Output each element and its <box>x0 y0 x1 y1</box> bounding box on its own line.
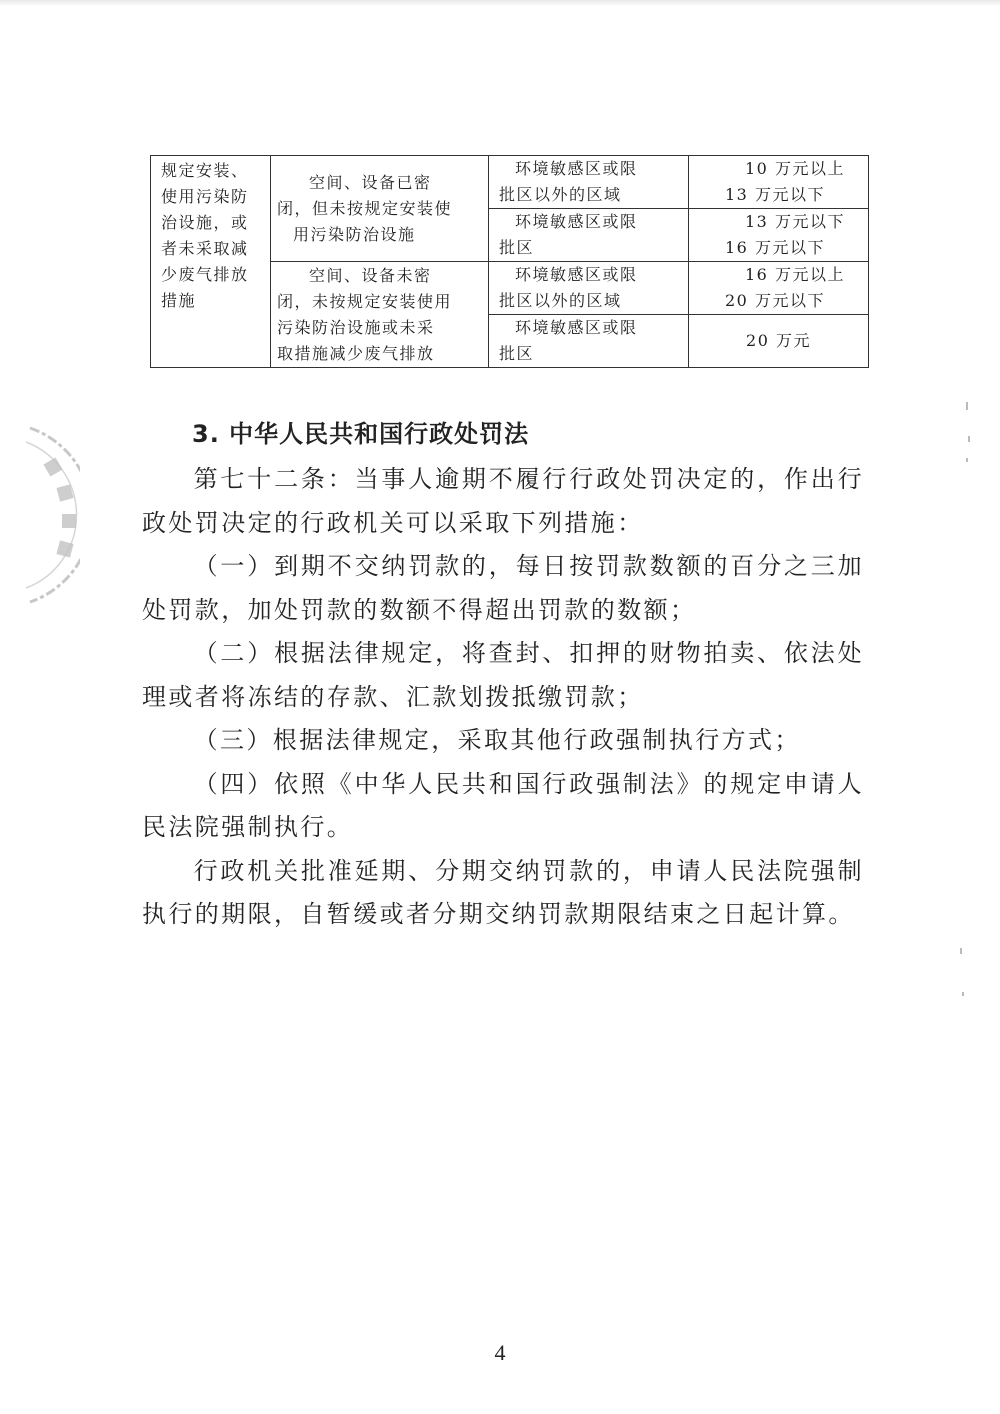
area-cell <box>489 315 689 368</box>
penalty-table <box>150 155 869 368</box>
margin-speck <box>966 458 968 462</box>
violation-line: 治设施，或 <box>161 213 249 232</box>
violation-line: 使用污染防 <box>161 187 249 206</box>
condition-line: 闭，未按规定安装使用 <box>277 291 453 311</box>
article-body <box>142 458 864 937</box>
area-cell <box>489 156 689 209</box>
area-line: 批区以外的区域 <box>499 291 622 310</box>
amount-line: 16 万元以下 <box>725 238 825 257</box>
amount-cell <box>689 315 869 368</box>
article-paragraph: （四）依照《中华人民共和国行政强制法》的规定申请人民法院强制执行。 <box>142 769 864 841</box>
area-cell <box>489 262 689 315</box>
table-row <box>151 156 869 209</box>
area-line: 批区以外的区域 <box>499 185 622 204</box>
article-paragraph: （二）根据法律规定，将查封、扣押的财物拍卖、依法处理或者将冻结的存款、汇款划拨抵缴罚款； <box>142 639 864 711</box>
condition-line: 闭，但未按规定安装使 <box>277 198 453 218</box>
margin-speck <box>960 948 962 954</box>
condition-line: 空间、设备已密 <box>309 172 432 192</box>
violation-line: 措施 <box>161 291 197 310</box>
area-line: 批区 <box>499 238 535 257</box>
seal-stamp-fragment <box>0 420 80 610</box>
area-line: 批区 <box>499 344 535 363</box>
condition-cell <box>271 262 489 368</box>
article-paragraph: 行政机关批准延期、分期交纳罚款的，申请人民法院强制执行的期限，自暂缓或者分期交纳罚款期限结束之日起计算。 <box>142 856 864 928</box>
page-number: 4 <box>494 1340 506 1365</box>
condition-line: 取措施减少废气排放 <box>277 343 435 363</box>
condition-line: 用污染防治设施 <box>293 224 416 244</box>
margin-speck <box>966 402 968 410</box>
condition-line: 空间、设备未密 <box>309 265 432 285</box>
article-paragraph: （一）到期不交纳罚款的，每日按罚款数额的百分之三加处罚款，加处罚款的数额不得超出罚款的数额； <box>142 552 864 624</box>
article-paragraph: （三）根据法律规定，采取其他行政强制执行方式； <box>193 726 801 754</box>
amount-line: 13 万元以下 <box>745 212 845 231</box>
amount-cell <box>689 262 869 315</box>
margin-speck <box>968 436 970 442</box>
area-cell <box>489 209 689 262</box>
amount-cell <box>689 209 869 262</box>
amount-cell <box>689 156 869 209</box>
page-top-edge <box>0 0 1000 6</box>
condition-line: 污染防治设施或未采 <box>277 317 435 337</box>
violation-line: 少废气排放 <box>161 265 249 284</box>
amount-line: 10 万元以上 <box>745 159 845 178</box>
section-heading: 3. 中华人民共和国行政处罚法 <box>192 420 530 448</box>
amount-line: 16 万元以上 <box>745 265 845 284</box>
area-line: 环境敏感区或限 <box>515 159 638 178</box>
condition-cell <box>271 156 489 262</box>
margin-speck <box>962 992 964 996</box>
violation-line: 者未采取减 <box>161 239 249 258</box>
amount-line: 13 万元以下 <box>725 185 825 204</box>
area-line: 环境敏感区或限 <box>515 318 638 337</box>
article-paragraph: 第七十二条：当事人逾期不履行行政处罚决定的，作出行政处罚决定的行政机关可以采取下列措施： <box>142 465 864 537</box>
area-line: 环境敏感区或限 <box>515 265 638 284</box>
area-line: 环境敏感区或限 <box>515 212 638 231</box>
amount-line: 20 万元 <box>746 331 811 350</box>
violation-cell <box>151 156 271 368</box>
amount-line: 20 万元以下 <box>725 291 825 310</box>
violation-line: 规定安装、 <box>161 161 249 180</box>
